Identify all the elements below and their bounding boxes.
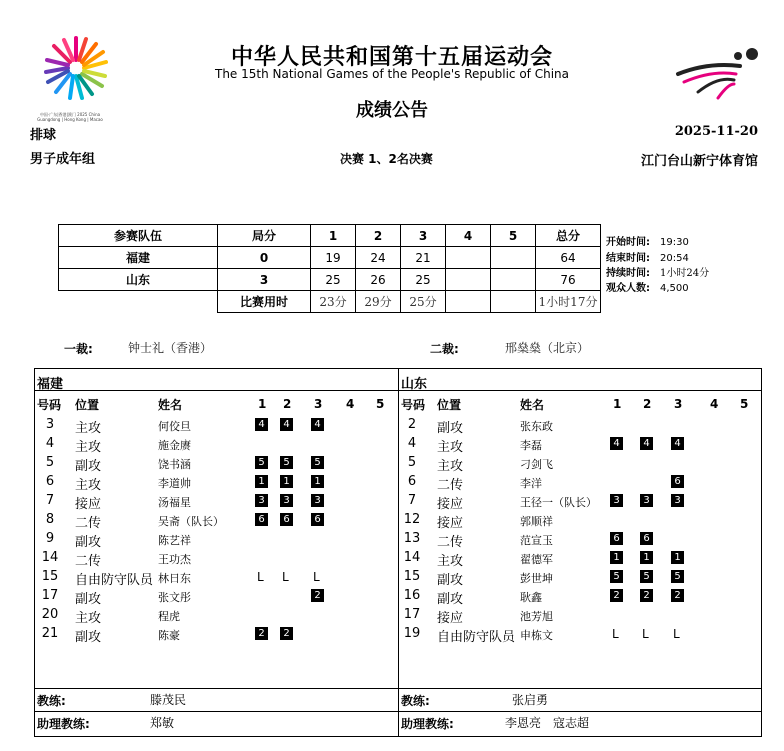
player-number: 17 xyxy=(403,607,421,622)
player-number: 12 xyxy=(403,512,421,527)
col-header-set-1: 1 xyxy=(311,225,356,247)
starting-rotation-mark: 2 xyxy=(311,589,324,602)
col-header-set-3: 3 xyxy=(401,225,446,247)
player-number: 5 xyxy=(407,455,417,470)
roster-header-pos: 位置 xyxy=(75,398,100,412)
player-name: 施金赓 xyxy=(158,439,191,452)
player-number: 5 xyxy=(45,455,55,470)
player-name: 申栋文 xyxy=(520,629,553,642)
player-number: 20 xyxy=(41,607,59,622)
second-referee: 邢燊燊（北京） xyxy=(505,341,590,355)
logo-caption: 中国·广东|香港|澳门 2025 China Guangdong | Hong Kong | Macao xyxy=(37,112,103,122)
duration: 持续时间: 1小时24分 xyxy=(606,268,710,279)
sport-name: 排球 xyxy=(30,128,57,143)
libero-mark: L xyxy=(642,627,649,641)
starting-rotation-mark: 2 xyxy=(280,627,293,640)
player-number: 19 xyxy=(403,626,421,641)
player-name: 李磊 xyxy=(520,439,542,452)
starting-rotation-mark: 5 xyxy=(610,570,623,583)
roster-header-pos: 位置 xyxy=(437,398,462,412)
player-name: 郭顺祥 xyxy=(520,515,553,528)
player-number: 21 xyxy=(41,626,59,641)
starting-rotation-mark: 5 xyxy=(255,456,268,469)
libero-mark: L xyxy=(612,627,619,641)
match-round: 决赛 1、2名决赛 xyxy=(340,152,433,166)
player-name: 陈艺祥 xyxy=(158,534,191,547)
col-header-set-4: 4 xyxy=(446,225,491,247)
start-time: 开始时间: 19:30 xyxy=(606,237,689,248)
starting-rotation-mark: 3 xyxy=(610,494,623,507)
right-coach: 张启勇 xyxy=(512,693,549,707)
player-position: 自由防守队员 xyxy=(75,573,154,588)
starting-rotation-mark: 6 xyxy=(671,475,684,488)
player-position: 副攻 xyxy=(437,573,464,588)
roster-line xyxy=(34,688,762,689)
starting-rotation-mark: 3 xyxy=(280,494,293,507)
total-time: 1小时17分 xyxy=(536,291,601,313)
roster-line xyxy=(34,711,762,712)
left-asst-coach: 郑敏 xyxy=(150,716,175,730)
player-position: 自由防守队员 xyxy=(437,630,516,645)
set-time: 23分 xyxy=(311,291,356,313)
player-name: 饶书涵 xyxy=(158,458,191,471)
first-referee-label: 一裁: xyxy=(64,342,93,356)
player-number: 15 xyxy=(403,569,421,584)
player-number: 17 xyxy=(41,588,59,603)
starting-rotation-mark: 5 xyxy=(280,456,293,469)
starting-rotation-mark: 4 xyxy=(255,418,268,431)
roster-header-set: 2 xyxy=(283,397,292,411)
player-position: 主攻 xyxy=(437,440,464,455)
age-group: 男子成年组 xyxy=(30,152,96,167)
summary-row xyxy=(59,247,601,269)
starting-rotation-mark: 4 xyxy=(610,437,623,450)
set-score: 19 xyxy=(311,247,356,269)
left-team-name: 福建 xyxy=(37,377,64,392)
player-number: 7 xyxy=(45,493,55,508)
starting-rotation-mark: 2 xyxy=(610,589,623,602)
set-score: 25 xyxy=(311,269,356,291)
col-header-set-5: 5 xyxy=(491,225,536,247)
player-name: 程虎 xyxy=(158,610,180,623)
player-number: 3 xyxy=(45,417,55,432)
set-score: 24 xyxy=(356,247,401,269)
team-name: 山东 xyxy=(59,269,218,291)
starting-rotation-mark: 1 xyxy=(280,475,293,488)
roster-header-set: 1 xyxy=(258,397,267,411)
match-date: 2025-11-20 xyxy=(674,124,758,139)
roster-divider xyxy=(398,368,399,736)
player-number: 4 xyxy=(407,436,417,451)
col-header-set-2: 2 xyxy=(356,225,401,247)
player-position: 副攻 xyxy=(75,459,102,474)
page-title-en: The 15th National Games of the People's Republic of China xyxy=(214,67,570,81)
roster-header-set: 4 xyxy=(710,397,719,411)
player-position: 副攻 xyxy=(75,630,102,645)
starting-rotation-mark: 1 xyxy=(610,551,623,564)
starting-rotation-mark: 4 xyxy=(280,418,293,431)
starting-rotation-mark: 6 xyxy=(610,532,623,545)
player-number: 4 xyxy=(45,436,55,451)
set-score xyxy=(491,269,536,291)
player-name: 王功杰 xyxy=(158,553,191,566)
roster-header-set: 5 xyxy=(376,397,385,411)
starting-rotation-mark: 3 xyxy=(311,494,324,507)
starting-rotation-mark: 5 xyxy=(640,570,653,583)
player-name: 彭世坤 xyxy=(520,572,553,585)
player-position: 二传 xyxy=(75,554,102,569)
player-name: 汤福星 xyxy=(158,496,191,509)
player-number: 13 xyxy=(403,531,421,546)
player-name: 林日东 xyxy=(158,572,191,585)
left-asst-coach-label: 助理教练: xyxy=(37,717,90,731)
player-position: 二传 xyxy=(437,478,464,493)
player-name: 何佼旦 xyxy=(158,420,191,433)
starting-rotation-mark: 2 xyxy=(255,627,268,640)
set-score: 26 xyxy=(356,269,401,291)
score-summary-table xyxy=(58,224,601,313)
player-number: 6 xyxy=(45,474,55,489)
starting-rotation-mark: 4 xyxy=(311,418,324,431)
player-position: 副攻 xyxy=(75,592,102,607)
starting-rotation-mark: 1 xyxy=(640,551,653,564)
player-position: 主攻 xyxy=(437,554,464,569)
starting-rotation-mark: 6 xyxy=(311,513,324,526)
set-time xyxy=(446,291,491,313)
col-header-team: 参赛队伍 xyxy=(59,225,218,247)
player-position: 主攻 xyxy=(75,440,102,455)
set-score xyxy=(446,269,491,291)
player-number: 16 xyxy=(403,588,421,603)
sets-won: 0 xyxy=(218,247,311,269)
roster-header-num: 号码 xyxy=(401,398,426,412)
right-team-name: 山东 xyxy=(401,377,428,392)
end-time: 结束时间: 20:54 xyxy=(606,253,689,264)
col-header-sets: 局分 xyxy=(218,225,311,247)
player-number: 6 xyxy=(407,474,417,489)
roster-header-set: 2 xyxy=(643,397,652,411)
roster-header-set: 3 xyxy=(674,397,683,411)
roster-header-name: 姓名 xyxy=(520,398,545,412)
player-number: 2 xyxy=(407,417,417,432)
player-position: 二传 xyxy=(75,516,102,531)
col-header-total: 总分 xyxy=(536,225,601,247)
starting-rotation-mark: 6 xyxy=(640,532,653,545)
second-referee-label: 二裁: xyxy=(430,342,459,356)
libero-mark: L xyxy=(313,570,320,584)
report-subtitle: 成绩公告 xyxy=(356,100,428,121)
starting-rotation-mark: 2 xyxy=(671,589,684,602)
roster-header-set: 5 xyxy=(740,397,749,411)
player-position: 接应 xyxy=(75,497,102,512)
player-number: 8 xyxy=(45,512,55,527)
total-score: 76 xyxy=(536,269,601,291)
starting-rotation-mark: 4 xyxy=(640,437,653,450)
player-position: 主攻 xyxy=(75,421,102,436)
player-number: 9 xyxy=(45,531,55,546)
roster-header-set: 3 xyxy=(314,397,323,411)
player-name: 池芳旭 xyxy=(520,610,553,623)
player-position: 副攻 xyxy=(437,421,464,436)
right-asst-coach-label: 助理教练: xyxy=(401,717,454,731)
libero-mark: L xyxy=(257,570,264,584)
player-position: 接应 xyxy=(437,497,464,512)
roster-header-set: 1 xyxy=(613,397,622,411)
right-coach-label: 教练: xyxy=(401,694,430,708)
starting-rotation-mark: 4 xyxy=(671,437,684,450)
player-name: 范宣玉 xyxy=(520,534,553,547)
roster-header-name: 姓名 xyxy=(158,398,183,412)
team-name: 福建 xyxy=(59,247,218,269)
sets-won: 3 xyxy=(218,269,311,291)
player-position: 主攻 xyxy=(75,478,102,493)
set-score xyxy=(446,247,491,269)
set-time: 25分 xyxy=(401,291,446,313)
left-coach: 滕茂民 xyxy=(150,693,187,707)
set-score: 25 xyxy=(401,269,446,291)
player-position: 二传 xyxy=(437,535,464,550)
set-time: 29分 xyxy=(356,291,401,313)
player-name: 翟德军 xyxy=(520,553,553,566)
player-name: 吴斋（队长） xyxy=(158,515,224,528)
libero-mark: L xyxy=(282,570,289,584)
starting-rotation-mark: 5 xyxy=(671,570,684,583)
player-number: 15 xyxy=(41,569,59,584)
roster-header-set: 4 xyxy=(346,397,355,411)
volleyball-pictogram-icon xyxy=(668,44,768,104)
roster-header-num: 号码 xyxy=(37,398,62,412)
libero-mark: L xyxy=(673,627,680,641)
player-position: 副攻 xyxy=(437,592,464,607)
player-name: 李洋 xyxy=(520,477,542,490)
venue: 江门台山新宁体育馆 xyxy=(640,154,758,169)
starting-rotation-mark: 3 xyxy=(255,494,268,507)
player-name: 耿鑫 xyxy=(520,591,542,604)
player-position: 接应 xyxy=(437,611,464,626)
starting-rotation-mark: 2 xyxy=(640,589,653,602)
starting-rotation-mark: 5 xyxy=(311,456,324,469)
player-position: 主攻 xyxy=(437,459,464,474)
starting-rotation-mark: 6 xyxy=(255,513,268,526)
player-position: 主攻 xyxy=(75,611,102,626)
attendance: 观众人数: 4,500 xyxy=(606,283,689,294)
player-name: 王径一（队长） xyxy=(520,496,597,509)
player-number: 7 xyxy=(407,493,417,508)
starting-rotation-mark: 1 xyxy=(311,475,324,488)
page-title: 中华人民共和国第十五届运动会 xyxy=(230,45,553,70)
match-time-row xyxy=(59,291,601,313)
time-label: 比赛用时 xyxy=(218,291,311,313)
player-position: 接应 xyxy=(437,516,464,531)
player-name: 陈豪 xyxy=(158,629,180,642)
set-time xyxy=(491,291,536,313)
player-name: 刁剑飞 xyxy=(520,458,553,471)
total-score: 64 xyxy=(536,247,601,269)
left-coach-label: 教练: xyxy=(37,694,66,708)
player-number: 14 xyxy=(403,550,421,565)
starting-rotation-mark: 6 xyxy=(280,513,293,526)
summary-row xyxy=(59,269,601,291)
player-position: 副攻 xyxy=(75,535,102,550)
player-number: 14 xyxy=(41,550,59,565)
roster-line xyxy=(34,390,762,391)
right-asst-coach: 李恩亮 寇志超 xyxy=(505,716,590,730)
starting-rotation-mark: 1 xyxy=(671,551,684,564)
starting-rotation-mark: 3 xyxy=(671,494,684,507)
player-name: 李道帅 xyxy=(158,477,191,490)
first-referee: 钟士礼（香港） xyxy=(128,341,213,355)
set-score: 21 xyxy=(401,247,446,269)
player-name: 张东政 xyxy=(520,420,553,433)
starting-rotation-mark: 3 xyxy=(640,494,653,507)
starting-rotation-mark: 1 xyxy=(255,475,268,488)
set-score xyxy=(491,247,536,269)
player-name: 张文彤 xyxy=(158,591,191,604)
